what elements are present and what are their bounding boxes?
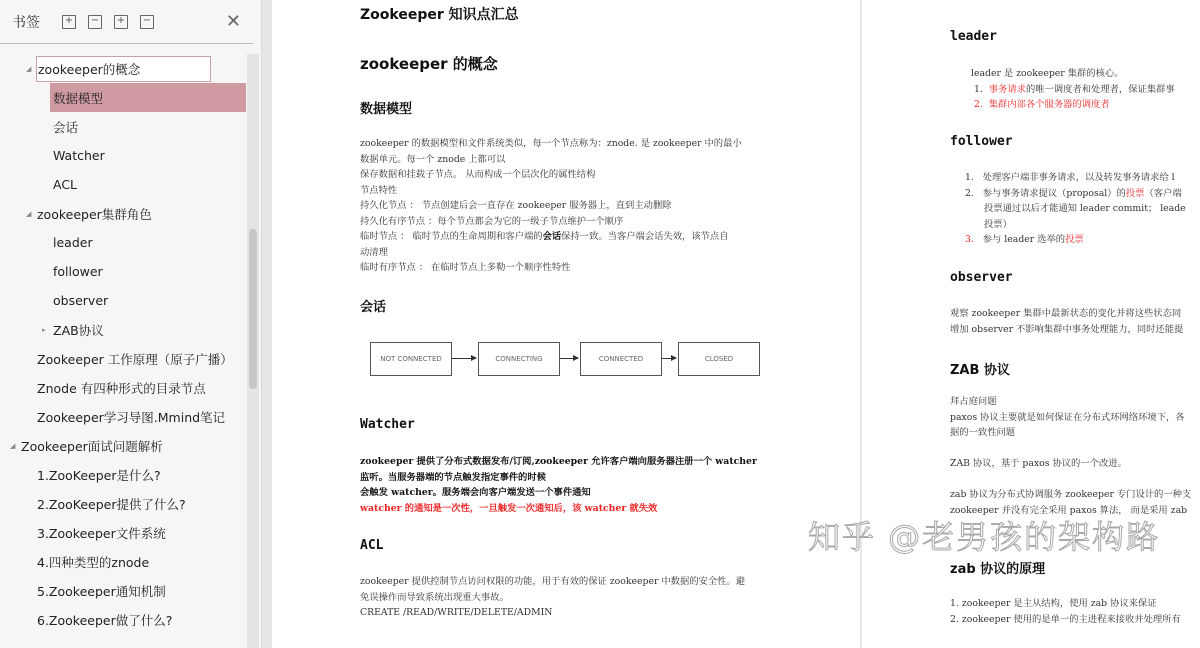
heading-zab: ZAB 协议 [950,363,1010,378]
bookmark-label: follower [53,264,103,279]
red-span: 投票 [1065,234,1084,245]
red-span: 投票 [1125,187,1145,199]
text-line: 持久化节点 ： 节点创建后会一直存在 zookeeper 服务器上，直到主动删除 [360,200,672,211]
list-item: 1. 事务请求的唯一调度者和处理者，保证集群事 [971,83,1175,95]
text-line: zookeeper 的数据模型和文件系统类似，每一个节点称为：znode. 是 zookeeper 中的最小 [360,138,742,149]
text-span: 保持一致。当客户端会话失效，该节点自 [561,231,729,242]
list-item: 1. 处理客户端非事务请求，以及转发事务请求给 l [965,172,1175,183]
arrow [452,358,476,359]
state-box: CONNECTING [478,342,560,376]
observer-text [950,306,1183,337]
bookmark-item[interactable] [0,199,246,228]
heading-leader: leader [950,29,997,44]
text-line: 临时有序节点 ： 在临时节点上多勒一个顺序性特性 [360,262,571,273]
add-bookmark-icon[interactable]: + [114,15,128,29]
follower-text [965,170,1186,248]
text-line: 节点特性 [360,184,398,196]
text-line: 拜占庭问题 [950,396,997,407]
text-line: 观察 zookeeper 集群中最新状态的变化并将这些状态同 [950,308,1182,319]
acl-text [360,574,745,621]
bookmark-label: 1.ZooKeeper是什么? [37,467,161,483]
bookmark-label: Zookeeper面试问题解析 [21,438,163,454]
list-item: 3. 参与 leader 选举的投票 [965,234,1084,245]
bookmark-item[interactable] [0,228,246,257]
heading-watcher: Watcher [360,417,415,432]
leader-text [971,66,1175,113]
state-box: CONNECTED [580,342,662,376]
heading-session: 会话 [360,300,387,315]
text-line: 数据单元。每一个 znode 上都可以 [360,153,506,165]
bookmark-item[interactable] [0,547,246,576]
bookmark-label: 3.Zookeeper文件系统 [37,525,166,541]
watcher-text [360,454,757,516]
text-line: 1. zookeeper 是主从结构，使用 zab 协议来保证 [950,598,1157,609]
bookmark-item[interactable] [0,112,246,141]
text-line: 投票） [984,218,1012,230]
bookmark-sidebar [0,0,262,648]
text-span: 临时节点 ： 临时节点的生命周期和客户端的 [360,231,543,242]
bold-span: 会话 [542,231,562,242]
sidebar-scrollbar[interactable] [247,54,259,648]
bookmark-item[interactable] [0,605,246,634]
heading-acl: ACL [360,538,384,553]
bookmark-item[interactable] [0,344,246,373]
expanded-triangle-icon[interactable]: ◢ [10,441,16,450]
text-line: CREATE /READ/WRITE/DELETE/ADMIN [360,607,553,618]
bookmark-item[interactable] [0,518,246,547]
heading-zab-principle: zab 协议的原理 [950,562,1046,577]
bookmark-label: observer [53,293,109,308]
state-box: CLOSED [678,342,760,376]
text-line: ZAB 协议，基于 paxos 协议的一个改进。 [950,458,1127,469]
bookmark-label: Zookeeper学习导图.Mmind笔记 [37,409,226,425]
heading-observer: observer [950,270,1013,285]
zab-principle-text [950,596,1181,627]
expanded-triangle-icon[interactable]: ◢ [26,64,32,73]
bookmark-item[interactable] [0,315,246,344]
text-line: 免误操作而导致系统出现重大事故。 [360,591,509,603]
bookmark-label: zookeeper集群角色 [37,206,152,222]
text-line: zookeeper 提供了分布式数据发布/订阅,zookeeper 允许客户端向服务器注册一个 watcher [360,456,757,467]
arrow [560,358,578,359]
text-span: 集群内部各个服务器的调度者 [988,99,1110,110]
expand-bookmark-icon[interactable]: + [62,15,76,29]
red-span: 事务请求 [988,83,1026,95]
text-span: 的唯一调度者和处理者，保证集群事 [1025,83,1175,95]
text-span: 参与事务请求提议（proposal）的 [982,187,1126,199]
bookmark-label: 2.ZooKeeper提供了什么? [37,496,186,512]
bookmark-tree [0,54,246,634]
text-line: 保存数据和挂载子节点。 从而构成一个层次化的属性结构 [360,169,596,180]
bookmark-label: zookeeper的概念 [36,56,211,82]
text-span: 参与 leader 选举的 [982,234,1066,245]
text-line-red: watcher 的通知是一次性，一旦触发一次通知后，该 watcher 就失效 [360,502,658,514]
bookmark-label: Zookeeper 工作原理（原子广播） [37,351,233,367]
pdf-page-1 [272,0,860,648]
bookmark-item[interactable] [0,170,246,199]
scrollbar-thumb[interactable] [249,229,257,389]
bookmark-label: ZAB协议 [53,322,104,338]
state-box: NOT CONNECTED [370,342,452,376]
bookmark-label: Znode 有四种形式的目录节点 [37,380,206,396]
text-line: 据的一致性问题 [950,427,1016,438]
text-line: 2. zookeeper 使用的是单一的主进程来接收并处理所有 [950,613,1181,625]
list-item: 2. 集群内部各个服务器的调度者 [971,99,1110,110]
bookmark-item[interactable] [0,54,246,83]
collapsed-triangle-icon[interactable]: ▸ [42,325,46,334]
text-line: 持久化有序节点 ：每个节点都会为它的一级子节点维护一个顺序 [360,215,624,227]
list-item: 2. 参与事务请求提议（proposal）的投票（客户端 [965,187,1182,199]
sidebar-title: 书签 [12,14,40,31]
text-line: 动清理 [360,246,388,258]
bookmark-item[interactable] [0,431,246,460]
bookmark-label: Watcher [53,148,105,163]
doc-title: Zookeeper 知识点汇总 [360,7,519,23]
heading-data-model: 数据模型 [360,102,413,117]
text-line: leader 是 zookeeper 集群的核心。 [971,68,1124,79]
text-line: zab 协议为分布式协调服务 zookeeper 专门设计的一种支 [950,489,1192,500]
bookmark-item[interactable] [0,460,246,489]
close-icon[interactable]: ✕ [225,11,241,32]
data-model-text [360,136,742,276]
bookmark-item[interactable] [0,373,246,402]
watermark: 知乎 @老男孩的架构路 [808,518,1161,556]
bookmark-item[interactable] [0,489,246,518]
bookmark-item[interactable] [50,83,246,112]
text-span: 处理客户端非事务请求，以及转发事务请求给 l [982,172,1175,183]
bookmark-item[interactable] [0,576,246,605]
bookmark-label: ACL [53,177,78,192]
bookmark-label: 4.四种类型的znode [37,554,150,570]
sidebar-header [0,0,253,44]
text-line: zookeeper 并没有完全采用 paxos 算法， 而是采用 zab [950,504,1188,516]
bookmark-label: 6.Zookeeper做了什么? [37,612,173,628]
expanded-triangle-icon[interactable]: ◢ [26,209,32,218]
heading-follower: follower [950,134,1013,149]
text-line: paxos 协议主要就是如何保证在分布式环网络环境下，各 [950,411,1185,423]
arrow [662,358,676,359]
text-line: 会触发 watcher。服务端会向客户端发送一个事件通知 [360,487,591,498]
bookmark-label: 数据模型 [53,90,104,106]
bookmark-item[interactable] [0,402,246,431]
text-line [360,229,742,245]
session-state-diagram [360,330,778,388]
bookmark-item[interactable] [0,141,246,170]
text-span: （客户端 [1144,187,1182,199]
heading-concept: zookeeper 的概念 [360,55,498,73]
text-line: 监听。当服务器端的节点触发指定事件的时候 [360,471,546,483]
collapse-bookmark-icon[interactable]: − [88,15,102,29]
bookmark-label: 5.Zookeeper通知机制 [37,583,166,599]
text-line: zookeeper 提供控制节点访问权限的功能，用于有效的保证 zookeeper 中数据的安全性。避 [360,576,746,587]
text-line: 投票通过以后才能通知 leader commit； leade [984,203,1186,214]
zab-text [950,394,1191,518]
blank-line [950,472,1191,488]
bookmark-item[interactable] [0,286,246,315]
bookmark-label: 会话 [53,119,79,135]
text-line: 增加 observer 不影响集群中事务处理能力，同时还能提 [950,323,1184,335]
bookmark-item[interactable] [0,257,246,286]
bookmark-label: leader [53,235,93,250]
blank-line [950,441,1191,457]
delete-bookmark-icon[interactable]: − [140,15,154,29]
